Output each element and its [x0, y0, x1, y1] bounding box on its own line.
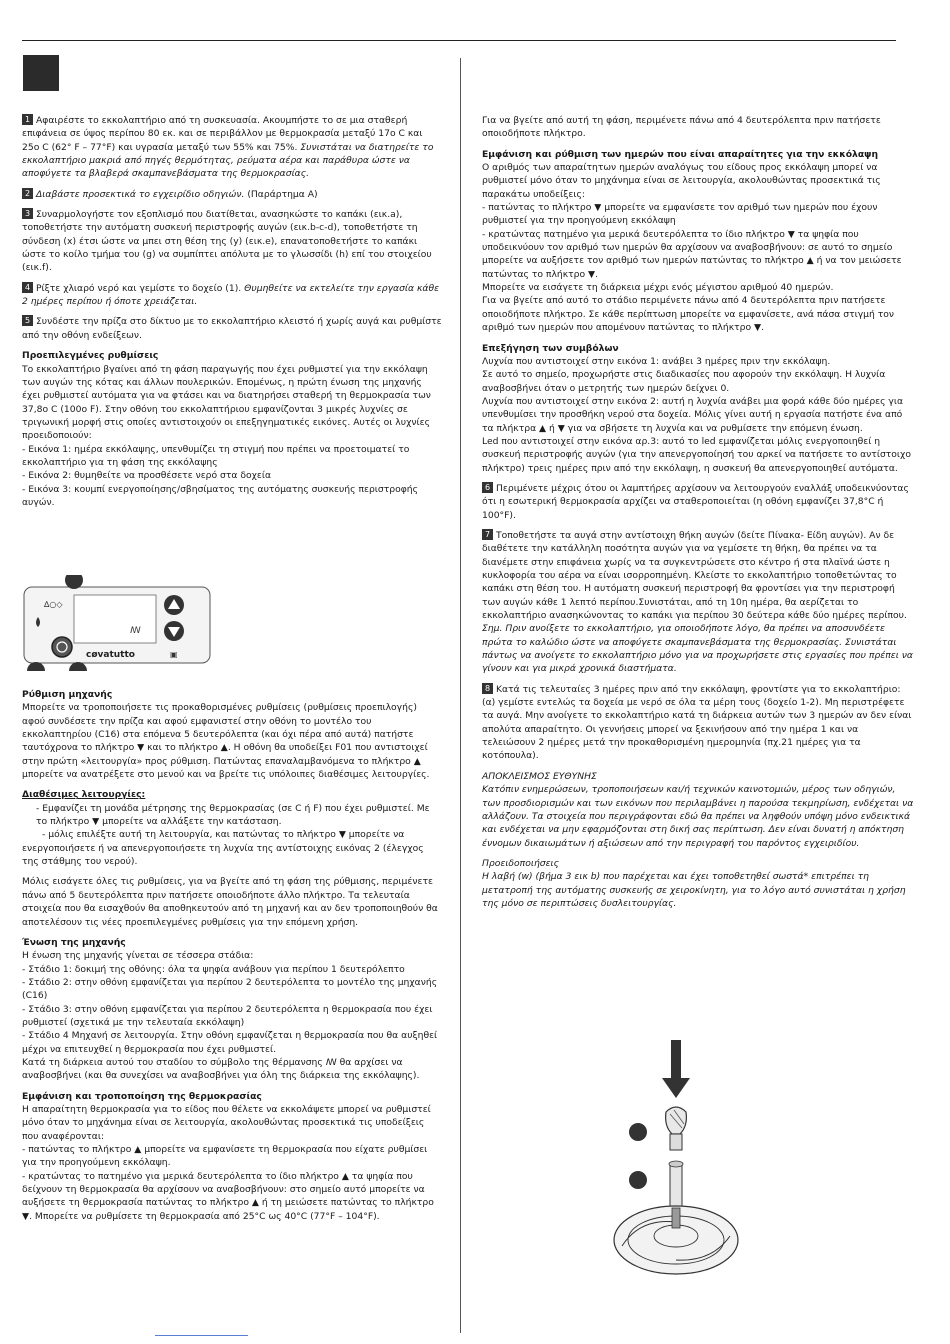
left-column-lower	[22, 688, 442, 1223]
functions-a: - Εμφανίζει τη μονάδα μέτρησης της θερμοκρασίας (σε C ή F) που έχει ρυθμιστεί. Με το πλήκτρο ▼ μπορείτε να αλλάξετε την κατάσταση.	[36, 802, 430, 828]
column-divider	[460, 58, 461, 1333]
preset-body: Το εκκολαπτήριο βγαίνει από τη φάση παραγωγής που έχει ρυθμιστεί για την εκκόλαψη των αυγών της κότας και άλλων πουλερικών. Επομένως, η πρώτη ένωση της μηχανής έχει ρυθμιστεί αυτόματα για να φτάσει και να διατηρήσει σταθερή τη θερμοκρασία των 37,8o C (100o F). Στην οθόνη του εκκολαπτήριου εμφανίζονται 3 μικρές λυχνίες σε τριγωνική μορφή στις οποίες αντιστοιχούν οι επεξηγηματικές εικόνες. Αυτές οι λυχνίες προειδοποιούν:	[22, 363, 431, 442]
preset-item: - Εικόνα 1: ημέρα εκκόλαψης, υπενθυμίζει τη στιγμή που πρέπει να προετοιματεί το εκκολαπτήριο για τη φάση της εκκόλαψης	[22, 443, 410, 468]
step-number: 3	[22, 208, 33, 219]
section-marker	[23, 55, 59, 91]
svg-text:∆○◇: ∆○◇	[44, 600, 63, 609]
days-c: Μπορείτε να εισάγετε τη διάρκεια μέχρι ενός μέγιστου αριθμού 40 ημερών.	[482, 282, 834, 294]
preset-item: - Εικόνα 3: κουμπί ενεργοποίησης/σβησίματος της αυτόματης συσκευής περιστροφής αυγών.	[22, 483, 418, 508]
union-line: - Στάδιο 1: δοκιμή της οθόνης: όλα τα ψηφία ανάβουν για περίπου 1 δευτερόλεπτο	[22, 963, 405, 975]
temp-a: - πατώντας το πλήκτρο ▲ μπορείτε να εμφανίσετε τη θερμοκρασία που είχατε ρυθμίσει για την προηγούμενη εκκόλαψη.	[22, 1144, 428, 1169]
step-number: 8	[482, 683, 493, 694]
machine-body: Μπορείτε να τροποποιήσετε τις προκαθορισμένες ρυθμίσεις (ρυθμίσεις προεπιλογής) αφού συνδέσετε την πρίζα και αφού εμφανιστεί στην οθόνη το μοντέλο του εκκολαπτηρίου (C16) στα επόμενα 5 δευτερόλεπτα (και όχι πέρα από αυτά) πατήστε ταυτόχρονα το πλήκτρο ▼ και το πλήκτρο ▲. Η οθόνη θα υποδείξει F01 που αντιστοιχεί στην πρώτη «λειτουργία» προς ρύθμιση. Πατώντας επαναλαμβανόμενα το πλήκτρο ▲ μπορείτε να ανατρέξετε στο μενού και να βρείτε τις υπόλοιπες διαθέσιμες λειτουργίες.	[22, 702, 430, 781]
exit-text: Για να βγείτε από αυτή τη φάση, περιμένετε πάνω από 4 δευτερόλεπτα πριν πατήσετε οποιοδήποτε πλήκτρο.	[482, 115, 881, 140]
symbols-line: Σε αυτό το σημείο, προχωρήστε στις διαδικασίες που αφορούν την εκκόλαψη. Η λυχνία αναβοσβήνει όταν ο μετρητής των ημερών δείχνει 0.	[482, 369, 886, 394]
union-line: Κατά τη διάρκεια αυτού του σταδίου το σύμβολο της θέρμανσης ꟿ θα αρχίσει να αναβοσβήνει (και θα συνεχίσει να αναβοσβήνει για όλη της διάρκεια της εκκόλαψης).	[22, 1056, 420, 1082]
step-number: 2	[22, 188, 33, 199]
temp-title: Εμφάνιση και τροποποίηση της θερμοκρασίας	[22, 1090, 262, 1102]
temp-b: - κρατώντας το πατημένο για μερικά δευτερόλεπτα το ίδιο πλήκτρο ▲ τα ψηφία που δείχνουν τη θερμοκρασία θα αρχίσουν να αναβοσβήνουν: στο σημείο αυτό μπορείτε να αυξήσετε τη θερμοκρασία πατώντας το πλήκτρο ▲ ή τη μειώσετε πατώντας το πλήκτρο ▼. Μπορείτε να ρυθμίσετε τη θερμοκρασία από 25°C ως 40°C (77°F – 104°F).	[22, 1170, 434, 1222]
symbols-title: Επεξήγηση των συμβόλων	[482, 342, 619, 354]
temp-body: Η απαραίτητη θερμοκρασία για το είδος που θέλετε να εκκολάψετε μπορεί να ρυθμιστεί μόνο όταν το μηχάνημα είναι σε λειτουργία, ακολουθώντας προσεκτικά τις υποδείξεις που αναφέρονται:	[22, 1103, 431, 1142]
step-number: 1	[22, 114, 33, 125]
bottom-link-rule	[155, 1335, 248, 1336]
days-b: - κρατώντας πατημένο για μερικά δευτερόλεπτα το ίδιο πλήκτρο ▼ τα ψηφία που υποδεικνύουν τον αριθμό των ημερών θα αρχίσουν να αναβοσβήνουν: σε αυτό το σημείο μπορείτε να αυξήσετε τον αριθμό των ημερών πατώντας το πλήκτρο ▲ ή να τον μειώσετε πατώντας το πλήκτρο ▼.	[482, 228, 902, 280]
warnings-title: Προειδοποιήσεις	[482, 857, 560, 869]
right-column	[482, 114, 914, 917]
step-number: 4	[22, 282, 33, 293]
turner-handle-illustration	[600, 1040, 750, 1290]
disclaimer-title: ΑΠΟΚΛΕΙΣΜΟΣ ΕΥΘΥΝΗΣ	[482, 770, 597, 782]
step-1: 1 Αφαιρέστε το εκκολαπτήριο από τη συσκευασία. Ακουμπήστε το σε μια σταθερή επιφάνεια σε ύψος περίπου 80 εκ. και σε περιβάλλον με θερμοκρασία μεταξύ 17o C και 25o C (62° F – 77°F) και υγρασία μεταξύ των 55% και 75%. Συνιστάται να διατηρείτε το εκκολαπτήριο μακριά από πηγές θερμότητας, ρεύματα αέρα και παράθυρα ώστε να αποφύγετε τα βλαβερά σκαμπανεβάσματα της θερμοκρασίας.	[22, 115, 434, 180]
symbols-line: Λυχνία που αντιστοιχεί στην εικόνα 1: ανάβει 3 ημέρες πριν την εκκόλαψη.	[482, 355, 831, 367]
days-d: Για να βγείτε από αυτό το στάδιο περιμένετε πάνω από 4 δευτερόλεπτα πριν πατήσετε οποιοδήποτε πλήκτρο. Σε κάθε περίπτωση μπορείτε να εμφανίσετε, ανά πάσα στιγμή τον αριθμό των ημερών που απομένουν πατώντας το πλήκτρο ▼.	[482, 295, 895, 334]
step-4: 4 Ρίξτε χλιαρό νερό και γεμίστε το δοχείο (1). Θυμηθείτε να εκτελείτε την εργασία κάθε 2 ημέρες περίπου ή όποτε χρειάζεται.	[22, 282, 440, 308]
step-number: 6	[482, 482, 493, 493]
step-7: 7 Τοποθετήστε τα αυγά στην αντίστοιχη θήκη αυγών (δείτε Πίνακα- Είδη αυγών). Αν δε διαθέτετε την κατάλληλη ποσότητα αυγών για να γεμίσετε τη θήκη, θα πρέπει να τα διανέμετε στην επιφάνεια χωρίς να τα συγκεντρώσετε στο κέντρο ή στα πλαϊνά ώστε η κυκλοφορία του αέρα να είναι ισορροπημένη. Κλείστε το εκκολαπτήριο τοποθετώντας το καπάκι στη θέση του. Η αυτόματη συσκευή περιστροφή θα φροντίσει για την περιστροφή των αυγών κάθε 1 λεπτό περίπου.Συνιστάται, από τη 10η ημέρα, θα αερίζεται το εκκολαπτήριο ανασηκώνοντας το καπάκι για περίπου 30 δεύτερα κάθε δύο ημέρες περίπου. Σημ. Πριν ανοίξετε το εκκολαπτήριο, για οποιοδήποτε λόγο, θα πρέπει να αποσυνδέετε πρώτα το καλώδιο ώστε να αποφύγετε σκαμπανεβάσματα της θερμοκρασίας. Συνιστάται πάντως να ανοίγετε το εκκολαπτήριο μόνο για να προχωρήσετε στις εργασίες που πρέπει να γίνουν και για μικρά χρονικά διαστήματα.	[482, 529, 913, 675]
step-number: 5	[22, 315, 33, 326]
days-title: Εμφάνιση και ρύθμιση των ημερών που είναι απαραίτητες για την εκκόλαψη	[482, 148, 879, 160]
days-body: Ο αριθμός των απαραίτητων ημερών αναλόγως του είδους προς εκκόλαψη μπορεί να ρυθμιστεί μόνο όταν το μηχάνημα είναι σε λειτουργία, ακολουθώντας προσεκτικά τις παρακάτω υποδείξεις:	[482, 162, 881, 200]
union-line: - Στάδιο 3: στην οθόνη εμφανίζεται για περίπου 2 δευτερόλεπτα η θερμοκρασία που έχει ρυθμιστεί (σχετικά με την τελευταία εκκόλαψη)	[22, 1003, 433, 1028]
panel-brand: cøvatutto	[86, 650, 135, 660]
step-2: 2 Διαβάστε προσεκτικά το εγχειρίδιο οδηγιών. (Παράρτημα A)	[22, 188, 442, 201]
step-3: 3 Συναρμολογήστε τον εξοπλισμό που διατίθεται, ανασηκώστε το καπάκι (εικ.a), τοποθετήστε την αυτόματη συσκευή περιστροφής αυγών (εικ.b-c-d), τοποθετήστε τη σύνδεση (x) έτσι ώστε να μπει στη θέση της (y) (εικ.e), επανατοποθετήστε το καπάκι ώστε το κοίλο τμήμα του (g) να συμπίπτει απόλυτα με το γλωσσίδι (h) επί του στοιχείου (εικ.f).	[22, 209, 432, 274]
svg-text:ꟿ: ꟿ	[130, 626, 141, 636]
preset-title: Προεπιλεγμένες ρυθμίσεις	[22, 350, 159, 362]
preset-item: - Εικόνα 2: θυμηθείτε να προσθέσετε νερό στα δοχεία	[22, 470, 272, 482]
symbols-line: Led που αντιστοιχεί στην εικόνα αρ.3: αυτό το led εμφανίζεται μόλις ενεργοποιηθεί η συσκευή περιστροφής αυγών (για την απενεργοποίησή του αρκεί να πατήσετε το αντίστοιχο πλήκτρο) τρεις ημέρες πριν από την εκκόλαψη, η συσκευή θα απενεργοποιηθεί αυτόματα.	[482, 435, 911, 474]
svg-text:▣: ▣	[170, 650, 178, 659]
left-column	[22, 114, 442, 509]
warnings-body: Η λαβή (w) (βήμα 3 εικ b) που παρέχεται και έχει τοποθετηθεί σωστά* επιτρέπει τη μετατροπή της αυτόματης συσκευής σε χειροκίνητη, για το λόγο αυτό συνιστάται η χρήση της μόνο σε περιπτώσεις δυσλειτουργίας.	[482, 871, 906, 909]
machine-title: Ρύθμιση μηχανής	[22, 689, 113, 700]
days-a: - πατώντας το πλήκτρο ▼ μπορείτε να εμφανίσετε τον αριθμό των ημερών που έχουν ρυθμιστεί για την προηγούμενη εκκόλαψη	[482, 202, 878, 227]
step-8: 8 Κατά τις τελευταίες 3 ημέρες πριν από την εκκόλαψη, φροντίστε για το εκκολαπτήριο: (α) γεμίστε εντελώς τα δοχεία με νερό σε όλα τα μέρη τους (δοχείο 1-2). Μη περιστρέφετε τα αυγά. Μην ανοίγετε το εκκολαπτήριο κατά τη διάρκεια αυτών των 3 ημερών αν δεν είναι απολύτα απαραίτητο. Οι γεννήσεις μπορεί να ξεκινήσουν από την ημέρα 1 και να τελειώσουν 2 ημέρες μετά την προκαθορισμένη ημερομηνία (πχ.21 ημέρες για τα κοτόπουλα).	[482, 683, 912, 762]
step-number: 7	[482, 529, 493, 540]
disclaimer-body: Κατόπιν ενημερώσεων, τροποποιήσεων και/ή τεχνικών καινοτομιών, μέρος των οδηγιών, των προσδιορισμών και των εικόνων που περιλαμβάνει η παρούσα τεκμηρίωση, ενδέχεται να αλλάζουν. Τα στοιχεία που περιγράφονται εδώ θα πρέπει να ληφθούν υπόψη μόνο ενδεικτικά και ενδέχεται να μην εφαρμόζονται στη δική σας περίπτωση. Δεν είναι δυνατή η απόκτηση έννομων δικαιωμάτων ή αξιώσεων από την περιγραφή του παρόντος εγχειριδίου.	[482, 784, 914, 849]
step-5: 5 Συνδέστε την πρίζα στο δίκτυο με το εκκολαπτήριο κλειστό ή χωρίς αυγά και ρυθμίστε από την οθόνη ενδείξεων.	[22, 316, 442, 341]
union-title: Ένωση της μηχανής	[22, 936, 126, 948]
step-6: 6 Περιμένετε μέχρις ότου οι λαμπτήρες αρχίσουν να λειτουργούν εναλλάξ υποδεικνύοντας ότι η εσωτερική θερμοκρασία αρχίζει να σταθεροποιείται (η οθόνη εμφανίζει 37,8°C ή 100°F).	[482, 482, 909, 521]
top-rule	[22, 40, 896, 41]
control-panel-illustration	[22, 575, 222, 671]
functions-title: Διαθέσιμες λειτουργίες:	[22, 789, 146, 801]
union-line: Η ένωση της μηχανής γίνεται σε τέσσερα στάδια:	[22, 950, 254, 962]
symbols-line: Λυχνία που αντιστοιχεί στην εικόνα 2: αυτή η λυχνία ανάβει μια φορά κάθε δύο ημέρες για υπενθυμίσει την προσθήκη νερού στα δοχεία. Μόλις γίνει αυτή η εργασία πατήστε ένα από τα πλήκτρα ▲ ή ▼ για να σβήσετε τη λυχνία και να ρυθμίσετε την επόμενη ένωση.	[482, 395, 904, 434]
functions-c: Μόλις εισάγετε όλες τις ρυθμίσεις, για να βγείτε από τη φάση της ρύθμισης, περιμένετε πάνω από 5 δευτερόλεπτα πριν πατήσετε οποιοδήποτε άλλο πλήκτρο. Τα τελευταία στοιχεία που θα εισαχθούν θα αποθηκευτούν από τη μηχανή και αν δεν τροποποιηθούν θα αποτελέσουν τις νέες προεπιλεγμένες ρυθμίσεις για την επόμενη χρήση.	[22, 876, 438, 928]
union-line: - Στάδιο 4 Μηχανή σε λειτουργία. Στην οθόνη εμφανίζεται η θερμοκρασία που θα αυξηθεί μέχρι να επιτευχθεί η θερμοκρασία που έχει ρυθμιστεί.	[22, 1030, 438, 1055]
union-line: - Στάδιο 2: στην οθόνη εμφανίζεται για περίπου 2 δευτερόλεπτα το μοντέλο της μηχανής (C16)	[22, 976, 438, 1002]
functions-b: - μόλις επιλέξτε αυτή τη λειτουργία, και πατώντας το πλήκτρο ▼ μπορείτε να ενεργοποιήσετε ή να απενεργοποιήσετε τη λυχνία της αντίστοιχης εικόνας 2 (έλεγχος της στάθμης του νερού).	[22, 829, 424, 868]
